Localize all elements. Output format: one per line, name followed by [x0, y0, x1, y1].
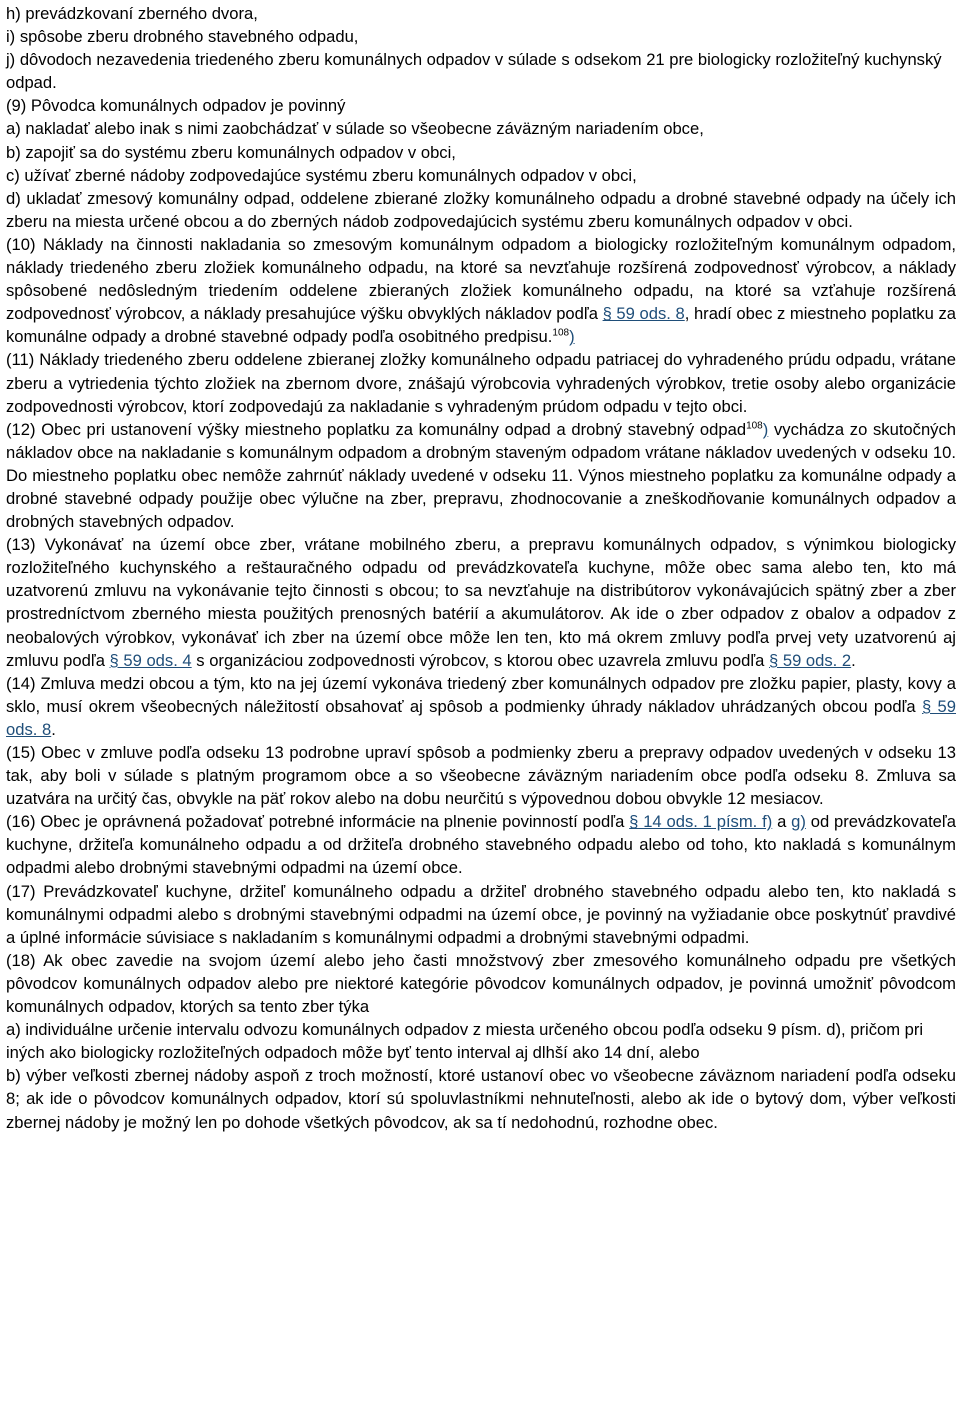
paragraph-text: (12) Obec pri ustanovení výšky miestneho poplatku za komunálny odpad a drobný stavebný odpad: [6, 419, 747, 439]
paragraph-p11: [6, 348, 956, 417]
paragraph-text: (13) Vykonávať na území obce zber, vrátane mobilného zberu, a prepravu komunálnych odpadov, s výnimkou biologicky rozložiteľného kuchynského a reštauračného odpadu od prevádzkovateľa kuchyne, môže obec sama alebo ten, kto má uzatvorenú zmluvu na vykonávanie tejto činnosti s obcou; to sa nevzťahuje na distribútorov vykonávajúcich spätný zber a zber prostredníctvom zberného miesta použitých prenosných batérií a akumulátorov. Ak ide o zber odpadov z obalov a odpadov z neobalových výrobkov, vykonávať ich zber na území obce môže len ten, kto má okrem zmluvy podľa prvej vety uzatvorenú aj zmluvu podľa: [6, 535, 956, 670]
paragraph-i: [6, 25, 956, 48]
paragraph-p9c: [6, 164, 956, 187]
paragraph-p14: [6, 672, 956, 741]
paragraph-text: (17) Prevádzkovateľ kuchyne, držiteľ komunálneho odpadu a držiteľ drobného stavebného odpadu alebo ten, kto nakladá s komunálnymi odpadmi alebo s drobnými stavebnými odpadmi na území obce, je povinný na vyžiadanie obce poskytnúť pravdivé a úplné informácie súvisiace s nakladaním s komunálnymi odpadmi a drobnými stavebnými odpadmi.: [6, 881, 956, 947]
paragraph-text: .: [851, 650, 856, 670]
paragraph-p13: [6, 533, 956, 672]
paragraph-text: a: [772, 812, 792, 832]
paragraph-text: (14) Zmluva medzi obcou a tým, kto na jej území vykonáva triedený zber komunálnych odpadov pre zložku papier, plasty, kovy a sklo, musí okrem všeobecných náležitostí obsahovať aj spôsob a podmienky úhrady nákladov uhrádzaných obcou podľa: [6, 673, 956, 716]
paragraph-text: (15) Obec v zmluve podľa odseku 13 podrobne upraví spôsob a podmienky zberu a prepravy odpadov uvedených v odseku 13 tak, aby boli v súlade s platným programom obce a so všeobecne záväzným nariadením obce podľa odseku 8. Zmluva sa uzatvára na určitý čas, obvykle na päť rokov alebo na dobu neurčitú s výpovednou dobou obvykle 12 mesiacov.: [6, 743, 956, 809]
paragraph-text: (16) Obec je oprávnená požadovať potrebné informácie na plnenie povinností podľa: [6, 812, 630, 832]
law-reference-link[interactable]: § 14 ods. 1 písm. f): [629, 812, 773, 832]
paragraph-p9a: [6, 117, 956, 140]
law-reference-link[interactable]: § 59 ods. 8: [602, 304, 685, 324]
paragraph-text: c) užívať zberné nádoby zodpovedajúce systému zberu komunálnych odpadov v obci,: [6, 165, 637, 185]
paragraph-p15: [6, 741, 956, 810]
footnote-link[interactable]: ): [569, 327, 575, 347]
paragraph-text: (9) Pôvodca komunálnych odpadov je povinný: [6, 96, 346, 116]
paragraph-text: a) nakladať alebo inak s nimi zaobchádzať v súlade so všeobecne záväzným nariadením obce,: [6, 119, 704, 139]
paragraph-text: a) individuálne určenie intervalu odvozu komunálnych odpadov z miesta určeného obcou podľa odseku 9 písm. d), pričom pri iných ako biologicky rozložiteľných odpadoch môže byť tento interval aj dlhší ako 14 dní, alebo: [6, 1020, 924, 1063]
paragraph-p16: [6, 810, 956, 879]
paragraph-j: [6, 48, 956, 94]
document-page: [6, 2, 956, 1134]
paragraph-text: (11) Náklady triedeného zberu oddelene zbieranej zložky komunálneho odpadu patriacej do vyhradeného prúdu odpadu, vrátane zberu a vytriedenia týchto zložiek na zbernom dvore, znášajú výrobcovia vyhradených výrobkov, tretie osoby alebo organizácie zodpovednosti výrobcov, ktorí zodpovedajú za nakladanie s vyhradeným prúdom odpadu v tejto obci.: [6, 350, 956, 416]
paragraph-text: h) prevádzkovaní zberného dvora,: [6, 4, 258, 23]
paragraph-text: vychádza zo skutočných nákladov obce na nakladanie s komunálnym odpadom a drobným staveným odpadom vrátane nákladov uvedených v odseku 10. Do miestneho poplatku obec nemôže zahrnúť náklady uvedené v odseku 11. Výnos miestneho poplatku za komunálne odpady a drobné stavebné odpady použije obec výlučne na zber, prepravu, zhodnocovanie a zneškodňovanie komunálnych odpadov a drobných stavebných odpadov.: [6, 419, 957, 532]
paragraph-p9b: [6, 141, 956, 164]
paragraph-text: .: [51, 719, 56, 739]
paragraph-p10: [6, 233, 956, 348]
paragraph-p18a: [6, 1018, 956, 1064]
paragraph-text: (10) Náklady na činnosti nakladania so zmesovým komunálnym odpadom a biologicky rozložiteľným komunálnym odpadom, náklady triedeného zberu zložiek komunálneho odpadu, na ktoré sa nevzťahuje rozšírená zodpovednosť výrobcov, a náklady spôsobené nedôsledným triedením oddelene zbieraných zložiek komunálneho odpadu, na ktoré sa vzťahuje rozšírená zodpovednosť výrobcov, a náklady presahujúce výšku obvyklých nákladov podľa: [6, 234, 956, 324]
paragraph-text: b) zapojiť sa do systému zberu komunálnych odpadov v obci,: [6, 142, 456, 162]
paragraph-text: j) dôvodoch nezavedenia triedeného zberu komunálnych odpadov v súlade s odsekom 21 pre biologicky rozložiteľný kuchynský odpad.: [6, 50, 942, 93]
paragraph-p9: [6, 94, 956, 117]
law-reference-link[interactable]: g): [791, 812, 806, 832]
footnote-link[interactable]: ): [762, 419, 769, 439]
paragraph-p12: [6, 418, 956, 533]
footnote-ref: 108: [746, 420, 763, 432]
paragraph-h: [6, 2, 956, 25]
paragraph-text: , hradí obec z miestneho poplatku za komunálne odpady a drobné stavebné odpady podľa osobitného predpisu.: [6, 304, 956, 347]
paragraph-p18: [6, 949, 956, 1018]
law-reference-link[interactable]: § 59 ods. 8: [6, 696, 957, 739]
law-reference-link[interactable]: § 59 ods. 4: [109, 650, 192, 670]
paragraph-p9d: [6, 187, 956, 233]
paragraph-text: od prevádzkovateľa kuchyne, držiteľa komunálneho odpadu a od držiteľa drobného stavebného odpadu alebo od toho, kto nakladá s komunálnym odpadmi alebo drobnými stavebnými odpadmi na území obce.: [6, 812, 956, 878]
paragraph-text: b) výber veľkosti zbernej nádoby aspoň z troch možností, ktoré ustanoví obec vo všeobecne záväznom nariadení podľa odseku 8; ak ide o pôvodcov komunálnych odpadov, ktorí sú spoluvlastníkmi nehnuteľnosti, alebo ak ide o bytový dom, výber veľkosti zbernej nádoby je možný len po dohode všetkých pôvodcov, ak sa tí nedohodnú, rozhodne obec.: [6, 1066, 956, 1132]
footnote-ref: 108: [552, 327, 570, 339]
paragraph-text: i) spôsobe zberu drobného stavebného odpadu,: [6, 27, 359, 47]
paragraph-text: d) ukladať zmesový komunálny odpad, oddelene zbierané zložky komunálneho odpadu a drobné stavebné odpady na účely ich zberu na miesta určené obcou a do zberných nádob zodpovedajúcich systému zberu komunálnych odpadov v obci.: [6, 188, 956, 231]
paragraph-p18b: [6, 1064, 956, 1133]
law-reference-link[interactable]: § 59 ods. 2: [769, 650, 852, 670]
paragraph-p17: [6, 880, 956, 949]
paragraph-text: (18) Ak obec zavedie na svojom území alebo jeho časti množstvový zber zmesového komunálneho odpadu pre všetkých pôvodcov komunálnych odpadov alebo pre niektoré kategórie pôvodcov komunálnych odpadov, je povinná umožniť pôvodcom komunálnych odpadov, ktorých sa tento zber týka: [6, 950, 956, 1017]
paragraph-text: s organizáciou zodpovednosti výrobcov, s ktorou obec uzavrela zmluvu podľa: [191, 650, 770, 670]
